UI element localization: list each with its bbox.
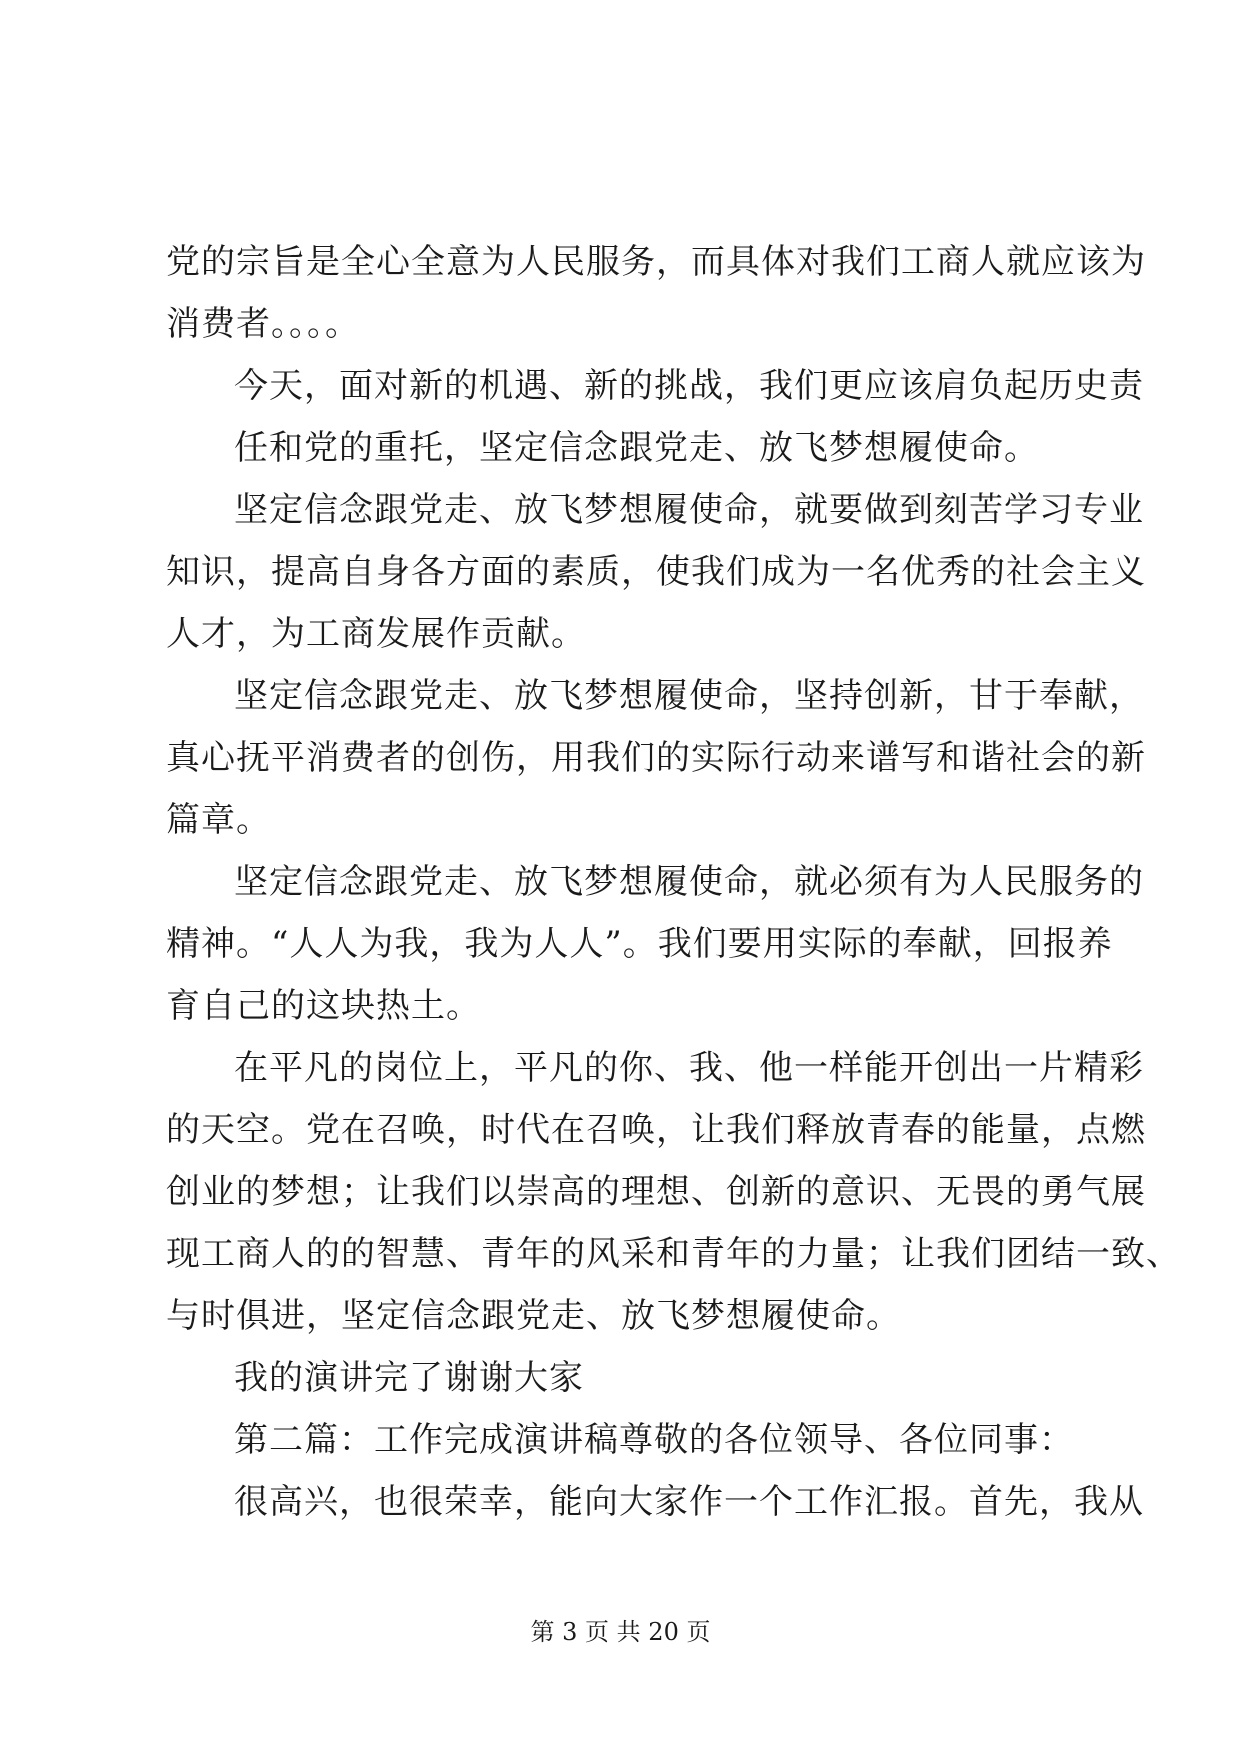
text-line: 知识，提高自身各方面的素质，使我们成为一名优秀的社会主义 bbox=[166, 552, 1146, 592]
text-line: 坚定信念跟党走、放飞梦想履使命，就必须有为人民服务的 bbox=[234, 862, 1144, 902]
text-line: 精神。“人人为我，我为人人”。我们要用实际的奉献，回报养 bbox=[166, 924, 1113, 964]
text-line: 党的宗旨是全心全意为人民服务，而具体对我们工商人就应该为 bbox=[166, 242, 1146, 282]
text-line: 人才，为工商发展作贡献。 bbox=[166, 614, 586, 654]
text-line: 在平凡的岗位上，平凡的你、我、他一样能开创出一片精彩 bbox=[234, 1048, 1144, 1088]
text-line: 今天，面对新的机遇、新的挑战，我们更应该肩负起历史责 bbox=[234, 366, 1144, 406]
text-line: 真心抚平消费者的创伤，用我们的实际行动来谱写和谐社会的新 bbox=[166, 738, 1146, 778]
text-line: 消费者。。。。 bbox=[166, 304, 360, 344]
text-line: 我的演讲完了谢谢大家 bbox=[234, 1358, 584, 1398]
text-line: 育自己的这块热土。 bbox=[166, 986, 481, 1026]
text-line: 篇章。 bbox=[166, 800, 271, 840]
text-line: 创业的梦想；让我们以崇高的理想、创新的意识、无畏的勇气展 bbox=[166, 1172, 1146, 1212]
page-footer: 第 3 页 共 20 页 bbox=[530, 1618, 711, 1646]
text-line: 坚定信念跟党走、放飞梦想履使命，就要做到刻苦学习专业 bbox=[234, 490, 1144, 530]
text-line: 坚定信念跟党走、放飞梦想履使命，坚持创新，甘于奉献， bbox=[234, 676, 1144, 716]
text-line: 与时俱进，坚定信念跟党走、放飞梦想履使命。 bbox=[166, 1296, 901, 1336]
text-line: 第二篇：工作完成演讲稿尊敬的各位领导、各位同事： bbox=[234, 1420, 1074, 1460]
document-body bbox=[166, 231, 1181, 1533]
text-line: 很高兴，也很荣幸，能向大家作一个工作汇报。首先，我从 bbox=[234, 1482, 1144, 1522]
text-line: 任和党的重托，坚定信念跟党走、放飞梦想履使命。 bbox=[234, 428, 1039, 468]
text-line: 的天空。党在召唤，时代在召唤，让我们释放青春的能量，点燃 bbox=[166, 1110, 1146, 1150]
text-line: 现工商人的的智慧、青年的风采和青年的力量；让我们团结一致、 bbox=[166, 1234, 1181, 1274]
